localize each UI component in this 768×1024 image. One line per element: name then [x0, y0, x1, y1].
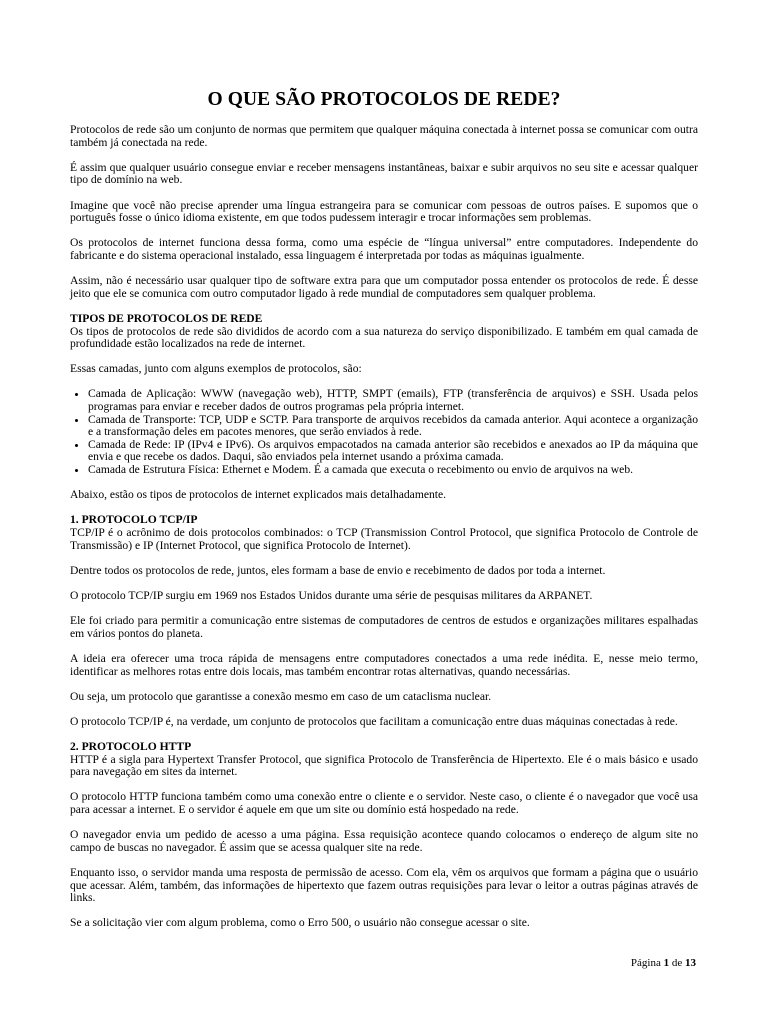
- list-item: • Camada de Estrutura Física: Ethernet e Modem. É a camada que executa o recebimento ou envio de arquivos na web.: [88, 464, 698, 477]
- http-paragraph-3: O navegador envia um pedido de acesso a uma página. Essa requisição acontece quando colocamos o endereço de algum site no campo de buscas no navegador. É assim que se acessa qualquer site na rede.: [70, 828, 698, 854]
- layers-list: [70, 388, 698, 476]
- section-heading-tcp-ip: 1. PROTOCOLO TCP/IP: [70, 513, 198, 527]
- tcp-paragraph-6: Ou seja, um protocolo que garantisse a conexão mesmo em caso de um cataclisma nuclear.: [70, 689, 492, 703]
- tcp-paragraph-1: TCP/IP é o acrônimo de dois protocolos combinados: o TCP (Transmission Control Protocol, que significa Protocolo de Controle de Transmissão) e IP (Internet Protocol, que significa Protocolo de Internet).: [70, 526, 698, 552]
- page-number: 1: [663, 957, 670, 969]
- intro-paragraph-5: Assim, não é necessário usar qualquer tipo de software extra para que um computador possa entender os protocolos de rede. É desse jeito que ele se comunica com outro computador ligado à rede mundial de computadores sem qualquer problema.: [70, 274, 698, 300]
- list-item: • Camada de Transporte: TCP, UDP e SCTP. Para transporte de arquivos recebidos da camada anterior. Aqui acontece a organização e a transformação deles em pacotes menores, que serão enviados à rede.: [88, 414, 698, 439]
- section-heading-tipos: TIPOS DE PROTOCOLOS DE REDE: [70, 311, 263, 325]
- page-total: 13: [685, 957, 696, 969]
- list-item: • Camada de Aplicação: WWW (navegação web), HTTP, SMPT (emails), FTP (transferência de arquivos) e SSH. Usada pelos programas para enviar e receber dados de outros programas pela própria internet.: [88, 388, 698, 413]
- tcp-paragraph-7: O protocolo TCP/IP é, na verdade, um conjunto de protocolos que facilitam a comunicação entre duas máquinas conectadas à rede.: [70, 714, 678, 728]
- http-paragraph-4: Enquanto isso, o servidor manda uma resposta de permissão de acesso. Com ela, vêm os arquivos que formam a página que o usuário que acessar. Além, também, das informações de hipertexto que fazem outras requisições para levar o leitor a outras páginas através de links.: [70, 866, 698, 905]
- http-paragraph-2: O protocolo HTTP funciona também como uma conexão entre o cliente e o servidor. Neste caso, o cliente é o navegador que você usa para acessar a internet. E o servidor é aquele em que um site ou domínio está hospedado na rede.: [70, 790, 698, 817]
- page-footer: [631, 957, 696, 970]
- document-page: [70, 88, 698, 930]
- page-label: Página: [630, 957, 661, 969]
- page-title: O QUE SÃO PROTOCOLOS DE REDE?: [207, 89, 561, 110]
- types-paragraph-2: Essas camadas, junto com alguns exemplos de protocolos, são:: [70, 362, 362, 376]
- http-paragraph-1: HTTP é a sigla para Hypertext Transfer Protocol, que significa Protocolo de Transferência de Hipertexto. Ele é o mais básico e usado para navegação em sites da internet.: [70, 752, 698, 779]
- intro-paragraph-4: Os protocolos de internet funciona dessa forma, como uma espécie de “língua universal” entre computadores. Independente do fabricante e do sistema operacional instalado, essa linguagem é interpretada por todas as máquinas igualmente.: [70, 236, 698, 262]
- tcp-paragraph-3: O protocolo TCP/IP surgiu em 1969 nos Estados Unidos durante uma série de pesquisas militares da ARPANET.: [70, 588, 593, 602]
- types-paragraph-3: Abaixo, estão os tipos de protocolos de internet explicados mais detalhadamente.: [70, 488, 447, 502]
- page-of-label: de: [671, 957, 683, 969]
- list-item: • Camada de Rede: IP (IPv4 e IPv6). Os arquivos empacotados na camada anterior são recebidos e anexados ao IP da máquina que envia e que recebe os dados. Daqui, são enviados pela internet usando a próxima camada.: [88, 439, 698, 464]
- section-heading-http: 2. PROTOCOLO HTTP: [70, 740, 192, 754]
- intro-paragraph-3: Imagine que você não precise aprender uma língua estrangeira para se comunicar com pessoas de outros países. E supomos que o português fosse o único idioma existente, em que todos pudessem interagir e trocar informações sem problemas.: [70, 198, 698, 225]
- http-paragraph-5: Se a solicitação vier com algum problema, como o Erro 500, o usuário não consegue acessar o site.: [70, 916, 530, 930]
- types-paragraph-1: Os tipos de protocolos de rede são divididos de acordo com a sua natureza do serviço disponibilizado. E também em qual camada de profundidade estão localizados na rede de internet.: [70, 324, 698, 351]
- intro-paragraph-1: Protocolos de rede são um conjunto de normas que permitem que qualquer máquina conectada à internet possa se comunicar com outra também já conectada na rede.: [70, 123, 698, 149]
- tcp-paragraph-5: A ideia era oferecer uma troca rápida de mensagens entre computadores conectados a uma rede inédita. E, nesse meio termo, identificar as melhores rotas entre dois locais, mas também encontrar rotas alternativas, quando necessárias.: [70, 651, 698, 678]
- intro-paragraph-2: É assim que qualquer usuário consegue enviar e receber mensagens instantâneas, baixar e subir arquivos no seu site e acessar qualquer tipo de domínio na web.: [70, 160, 698, 187]
- tcp-paragraph-2: Dentre todos os protocolos de rede, juntos, eles formam a base de envio e recebimento de dados por toda a internet.: [70, 563, 606, 577]
- tcp-paragraph-4: Ele foi criado para permitir a comunicação entre sistemas de computadores de centros de estudos e organizações militares espalhadas em vários pontos do planeta.: [70, 614, 698, 640]
